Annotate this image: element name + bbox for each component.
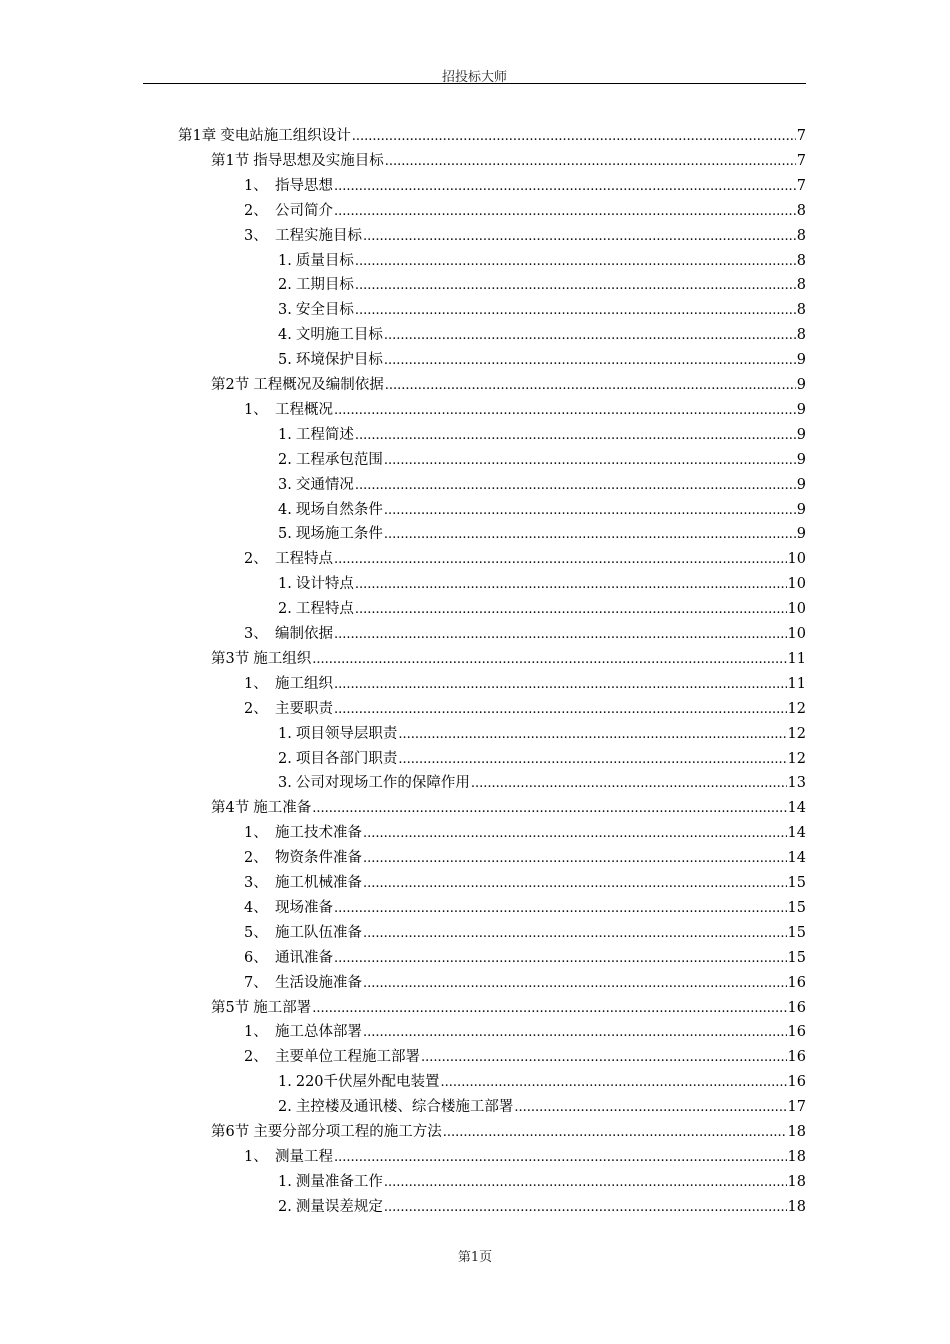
toc-leader-dots bbox=[385, 150, 796, 174]
toc-entry-title: 环境保护目标 bbox=[295, 352, 383, 369]
toc-entry-page: 11 bbox=[787, 675, 806, 692]
toc-entry-title: 工程特点 bbox=[295, 601, 354, 618]
toc-entry-title: 现场准备 bbox=[275, 899, 333, 916]
toc-entry-number: 1. bbox=[278, 725, 292, 742]
toc-entry-page: 12 bbox=[787, 750, 806, 767]
toc-leader-dots bbox=[352, 125, 796, 149]
toc-entry-page: 7 bbox=[796, 177, 806, 194]
toc-entry[interactable] bbox=[244, 946, 806, 970]
toc-entry-number: 2. bbox=[278, 277, 292, 294]
toc-entry-title: 通讯准备 bbox=[275, 949, 333, 966]
toc-entry-number: 3. bbox=[278, 476, 292, 493]
toc-entry[interactable] bbox=[278, 323, 806, 347]
toc-entry[interactable] bbox=[244, 871, 806, 895]
toc-entry-page: 15 bbox=[787, 924, 806, 941]
toc-entry-page: 14 bbox=[787, 800, 806, 817]
toc-entry-title: 施工部署 bbox=[253, 999, 312, 1016]
toc-entry-number: 2. bbox=[278, 750, 292, 767]
toc-entry-title: 安全目标 bbox=[295, 302, 354, 319]
toc-entry[interactable] bbox=[278, 522, 806, 546]
toc-leader-dots bbox=[334, 200, 796, 224]
toc-entry-number: 第5节 bbox=[211, 999, 250, 1016]
toc-leader-dots bbox=[421, 1046, 787, 1070]
toc-entry-page: 9 bbox=[796, 451, 806, 468]
toc-entry-number: 第6节 bbox=[211, 1124, 250, 1140]
toc-entry-page: 11 bbox=[787, 650, 806, 667]
toc-leader-dots bbox=[334, 947, 787, 971]
toc-entry-page: 7 bbox=[796, 152, 806, 169]
toc-entry[interactable] bbox=[211, 647, 806, 671]
header-rule bbox=[143, 83, 806, 84]
toc-entry-title: 物资条件准备 bbox=[275, 850, 362, 867]
toc-leader-dots bbox=[334, 548, 787, 572]
toc-entry[interactable] bbox=[278, 597, 806, 621]
toc-entry[interactable] bbox=[278, 498, 806, 522]
toc-entry-title: 生活设施准备 bbox=[275, 974, 362, 991]
toc-entry-title: 设计特点 bbox=[295, 576, 354, 593]
toc-entry-title: 项目各部门职责 bbox=[295, 750, 398, 767]
toc-entry[interactable] bbox=[244, 697, 806, 721]
toc-entry-title: 文明施工目标 bbox=[295, 327, 383, 344]
toc-entry-number: 1、 bbox=[244, 1148, 268, 1165]
toc-leader-dots bbox=[384, 499, 796, 523]
toc-entry[interactable] bbox=[278, 273, 806, 297]
toc-leader-dots bbox=[443, 1121, 787, 1145]
toc-leader-dots bbox=[385, 374, 796, 398]
toc-leader-dots bbox=[384, 324, 796, 348]
toc-entry-page: 8 bbox=[796, 327, 806, 344]
toc-entry-title: 测量工程 bbox=[275, 1148, 333, 1165]
toc-leader-dots bbox=[363, 872, 787, 896]
toc-entry[interactable] bbox=[244, 1145, 806, 1169]
toc-entry-title: 工程承包范围 bbox=[295, 451, 383, 468]
toc-entry-page: 10 bbox=[787, 626, 806, 642]
toc-entry-page: 14 bbox=[787, 850, 806, 867]
toc-entry-number: 7、 bbox=[244, 974, 268, 991]
toc-entry[interactable] bbox=[211, 796, 806, 820]
toc-entry-number: 6、 bbox=[244, 949, 268, 966]
toc-entry-page: 8 bbox=[796, 202, 806, 219]
toc-entry-page: 8 bbox=[796, 252, 806, 269]
toc-entry[interactable] bbox=[278, 572, 806, 596]
toc-entry-title: 变电站施工组织设计 bbox=[220, 128, 351, 144]
page-number-footer: 第1页 bbox=[457, 1250, 493, 1265]
toc-entry-page: 18 bbox=[787, 1198, 806, 1215]
toc-leader-dots bbox=[334, 175, 796, 199]
toc-entry-page: 8 bbox=[796, 277, 806, 294]
toc-entry[interactable] bbox=[278, 423, 806, 447]
toc-entry-title: 主要分部分项工程的施工方法 bbox=[253, 1124, 442, 1140]
toc-entry-title: 指导思想 bbox=[275, 177, 333, 194]
toc-entry-title: 测量误差规定 bbox=[295, 1198, 383, 1215]
toc-leader-dots bbox=[471, 772, 787, 796]
toc-entry[interactable] bbox=[278, 473, 806, 497]
toc-leader-dots bbox=[312, 648, 786, 672]
toc-entry-number: 1. bbox=[278, 426, 292, 443]
toc-entry-title: 工程特点 bbox=[275, 551, 333, 568]
toc-leader-dots bbox=[355, 598, 787, 622]
toc-leader-dots bbox=[384, 349, 796, 373]
toc-entry-number: 4、 bbox=[244, 899, 268, 916]
toc-entry-page: 9 bbox=[796, 501, 806, 518]
toc-leader-dots bbox=[355, 250, 796, 274]
toc-entry[interactable] bbox=[278, 1070, 806, 1094]
toc-entry-title: 交通情况 bbox=[295, 476, 354, 493]
toc-entry-number: 5. bbox=[278, 526, 292, 543]
toc-entry-number: 3、 bbox=[244, 626, 268, 642]
toc-entry-number: 2. bbox=[278, 1099, 292, 1116]
toc-leader-dots bbox=[363, 972, 787, 996]
toc-entry[interactable] bbox=[244, 547, 806, 571]
toc-entry-page: 10 bbox=[787, 551, 806, 568]
toc-entry[interactable] bbox=[278, 448, 806, 472]
toc-entry-title: 施工组织 bbox=[275, 675, 333, 692]
toc-entry[interactable] bbox=[244, 896, 806, 920]
toc-entry[interactable] bbox=[244, 821, 806, 845]
page-header-title: 招投标大师 bbox=[441, 70, 507, 85]
toc-leader-dots bbox=[363, 822, 787, 846]
toc-entry[interactable] bbox=[244, 1020, 806, 1044]
toc-entry-page: 12 bbox=[787, 700, 806, 717]
toc-entry-number: 5、 bbox=[244, 924, 268, 941]
toc-entry-page: 14 bbox=[787, 825, 806, 842]
toc-entry-title: 编制依据 bbox=[275, 626, 333, 642]
toc-entry-number: 3. bbox=[278, 775, 292, 792]
toc-entry-title: 工程概况及编制依据 bbox=[253, 377, 384, 393]
toc-entry-title: 工程实施目标 bbox=[275, 227, 362, 244]
toc-entry-number: 第2节 bbox=[211, 377, 250, 393]
toc-entry-title: 工程简述 bbox=[295, 426, 354, 443]
toc-entry-title: 指导思想及实施目标 bbox=[253, 152, 384, 169]
toc-entry-title: 施工组织 bbox=[253, 650, 312, 667]
toc-entry-number: 2、 bbox=[244, 1049, 268, 1066]
toc-leader-dots bbox=[441, 1071, 787, 1095]
toc-entry-number: 第4节 bbox=[211, 800, 250, 817]
toc-entry-title: 项目领导层职责 bbox=[295, 725, 398, 742]
toc-entry-page: 9 bbox=[796, 401, 806, 418]
toc-entry-page: 10 bbox=[787, 601, 806, 618]
toc-entry-title: 公司对现场工作的保障作用 bbox=[295, 775, 470, 792]
toc-entry-number: 第3节 bbox=[211, 650, 250, 667]
toc-entry[interactable] bbox=[244, 398, 806, 422]
toc-entry-number: 1. bbox=[278, 1074, 292, 1091]
toc-entry[interactable] bbox=[278, 771, 806, 795]
toc-entry-number: 2、 bbox=[244, 700, 268, 717]
toc-entry-page: 7 bbox=[796, 128, 806, 144]
toc-leader-dots bbox=[398, 723, 786, 747]
toc-entry-number: 3、 bbox=[244, 227, 268, 244]
toc-entry[interactable] bbox=[211, 996, 806, 1020]
toc-entry[interactable] bbox=[211, 1120, 806, 1144]
toc-entry-title: 工期目标 bbox=[295, 277, 354, 294]
toc-entry[interactable] bbox=[211, 373, 806, 397]
toc-entry-title: 测量准备工作 bbox=[295, 1173, 383, 1190]
toc-entry-number: 2、 bbox=[244, 202, 268, 219]
toc-entry-number: 4. bbox=[278, 327, 292, 344]
toc-entry[interactable] bbox=[244, 672, 806, 696]
toc-leader-dots bbox=[334, 698, 787, 722]
toc-entry[interactable] bbox=[244, 224, 806, 248]
toc-entry-page: 16 bbox=[787, 999, 806, 1016]
toc-entry-title: 主要职责 bbox=[275, 700, 333, 717]
toc-entry-page: 9 bbox=[796, 426, 806, 443]
toc-entry-number: 2. bbox=[278, 451, 292, 468]
toc-entry-number: 2、 bbox=[244, 551, 268, 568]
toc-entry[interactable] bbox=[244, 1045, 806, 1069]
toc-entry-number: 1、 bbox=[244, 1024, 268, 1041]
toc-leader-dots bbox=[312, 997, 786, 1021]
toc-entry-number: 2. bbox=[278, 1198, 292, 1215]
toc-entry-title: 主控楼及通讯楼、综合楼施工部署 bbox=[295, 1099, 514, 1116]
toc-entry-title: 220千伏屋外配电装置 bbox=[295, 1074, 440, 1091]
toc-entry-title: 现场自然条件 bbox=[295, 501, 383, 518]
toc-entry-title: 工程概况 bbox=[275, 401, 333, 418]
toc-entry-page: 9 bbox=[796, 352, 806, 369]
toc-entry-number: 5. bbox=[278, 352, 292, 369]
toc-entry[interactable] bbox=[278, 1095, 806, 1119]
toc-entry-page: 8 bbox=[796, 227, 806, 244]
toc-leader-dots bbox=[384, 449, 796, 473]
toc-entry-number: 2. bbox=[278, 601, 292, 618]
toc-entry-title: 施工机械准备 bbox=[275, 875, 362, 891]
toc-leader-dots bbox=[355, 424, 796, 448]
toc-leader-dots bbox=[355, 299, 796, 323]
toc-entry-page: 18 bbox=[787, 1148, 806, 1165]
toc-entry-page: 12 bbox=[787, 725, 806, 742]
toc-entry-page: 18 bbox=[787, 1124, 806, 1140]
toc-entry-page: 16 bbox=[787, 974, 806, 991]
toc-leader-dots bbox=[334, 399, 796, 423]
toc-entry-title: 施工准备 bbox=[253, 800, 312, 817]
toc-entry-number: 1. bbox=[278, 576, 292, 593]
toc-entry-title: 施工技术准备 bbox=[275, 825, 362, 842]
toc-leader-dots bbox=[363, 1021, 787, 1045]
toc-entry-page: 8 bbox=[796, 302, 806, 319]
toc-entry[interactable] bbox=[278, 1170, 806, 1194]
toc-entry-title: 施工队伍准备 bbox=[275, 924, 362, 941]
toc-entry[interactable] bbox=[278, 249, 806, 273]
toc-entry-number: 1、 bbox=[244, 825, 268, 842]
toc-leader-dots bbox=[398, 748, 786, 772]
toc-entry[interactable] bbox=[278, 298, 806, 322]
toc-leader-dots bbox=[363, 225, 796, 249]
toc-leader-dots bbox=[355, 573, 787, 597]
toc-entry-page: 9 bbox=[796, 377, 806, 393]
toc-entry-title: 公司简介 bbox=[275, 202, 333, 219]
toc-entry-number: 3、 bbox=[244, 875, 268, 891]
toc-entry[interactable] bbox=[211, 149, 806, 173]
toc-entry-number: 1、 bbox=[244, 177, 268, 194]
toc-entry-title: 质量目标 bbox=[295, 252, 354, 269]
toc-entry-page: 9 bbox=[796, 526, 806, 543]
toc-entry-number: 4. bbox=[278, 501, 292, 518]
toc-entry[interactable] bbox=[178, 124, 806, 148]
toc-leader-dots bbox=[334, 623, 787, 647]
toc-entry-number: 2、 bbox=[244, 850, 268, 867]
toc-entry[interactable] bbox=[244, 199, 806, 223]
toc-entry-page: 15 bbox=[787, 949, 806, 966]
toc-leader-dots bbox=[334, 1146, 787, 1170]
toc-leader-dots bbox=[312, 797, 786, 821]
toc-entry[interactable] bbox=[244, 174, 806, 198]
toc-leader-dots bbox=[355, 474, 796, 498]
toc-entry-page: 9 bbox=[796, 476, 806, 493]
toc-entry-page: 16 bbox=[787, 1074, 806, 1091]
toc-entry[interactable] bbox=[278, 747, 806, 771]
toc-entry-number: 1. bbox=[278, 252, 292, 269]
toc-entry-title: 现场施工条件 bbox=[295, 526, 383, 543]
toc-leader-dots bbox=[355, 274, 796, 298]
toc-leader-dots bbox=[384, 1171, 787, 1195]
toc-leader-dots bbox=[514, 1096, 786, 1120]
toc-leader-dots bbox=[384, 1196, 787, 1220]
toc-entry-page: 13 bbox=[787, 775, 806, 792]
toc-entry-page: 16 bbox=[787, 1049, 806, 1066]
toc-leader-dots bbox=[334, 673, 787, 697]
toc-entry[interactable] bbox=[244, 846, 806, 870]
toc-entry[interactable] bbox=[278, 722, 806, 746]
toc-entry[interactable] bbox=[244, 622, 806, 646]
toc-entry-number: 第1章 bbox=[178, 128, 217, 144]
toc-leader-dots bbox=[334, 897, 787, 921]
toc-entry-number: 1、 bbox=[244, 675, 268, 692]
toc-entry-title: 施工总体部署 bbox=[275, 1024, 362, 1041]
toc-entry-page: 10 bbox=[787, 576, 806, 593]
toc-entry-page: 17 bbox=[787, 1099, 806, 1116]
toc-entry-number: 第1节 bbox=[211, 152, 250, 169]
toc-leader-dots bbox=[363, 922, 787, 946]
toc-entry-number: 1. bbox=[278, 1173, 292, 1190]
toc-entry[interactable] bbox=[278, 348, 806, 372]
toc-leader-dots bbox=[363, 847, 787, 871]
toc-entry[interactable] bbox=[278, 1195, 806, 1219]
toc-entry-number: 1、 bbox=[244, 401, 268, 418]
toc-entry-title: 主要单位工程施工部署 bbox=[275, 1049, 420, 1066]
toc-entry-page: 15 bbox=[787, 899, 806, 916]
toc-entry-number: 3. bbox=[278, 302, 292, 319]
toc-entry[interactable] bbox=[244, 971, 806, 995]
toc-entry-page: 16 bbox=[787, 1024, 806, 1041]
toc-entry[interactable] bbox=[244, 921, 806, 945]
toc-entry-page: 15 bbox=[787, 875, 806, 891]
toc-leader-dots bbox=[384, 523, 796, 547]
toc-entry-page: 18 bbox=[787, 1173, 806, 1190]
